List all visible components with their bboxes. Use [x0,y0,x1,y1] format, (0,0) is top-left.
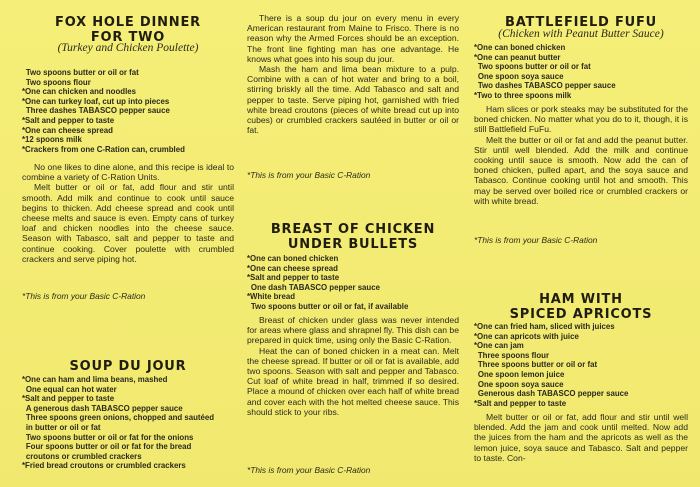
column-middle [247,0,459,487]
breast-ingredients [247,254,451,312]
ingredient-item: *One can chicken and noodles [22,87,137,97]
ingredient-item: Generous dash TABASCO pepper sauce [477,389,629,399]
direction-paragraph: Breast of chicken under glass was never intended for areas where glass and shrapnel fly. This dish can be prepared in quick time, using only the Basic C-Ration. [247,315,459,346]
ingredient-item: *Two to three spoons milk [474,90,572,100]
fox-hole-ingredients [22,68,226,154]
ingredient-item: One dash TABASCO pepper sauce [250,282,380,292]
ingredient-item: *Salt and pepper to taste [247,273,340,283]
ingredient-item: Three spoons butter or oil or fat [477,360,598,370]
breast-title: BREAST OF CHICKEN UNDER BULLETS [270,222,436,252]
soup-title: SOUP DU JOUR [69,359,187,374]
column-right [474,0,688,487]
ingredient-item: One spoon soya sauce [477,71,564,81]
ingredient-item: *12 spoons milk [22,135,82,145]
direction-paragraph: There is a soup du jour on every menu in every American restaurant from Maine to Frisco. There is no reason why the Armed Forces should be an exception. The front line fighting man has one advantage. He knows what goes into his soup du jour. [247,13,459,64]
ingredient-item: *Fried bread croutons or crumbled crackers [22,461,186,471]
ingredient-item: *Crackers from one C-Ration can, crumbled [22,144,185,154]
fufu-ingredients [474,43,679,101]
ham-directions [474,412,688,463]
soup-ingredients [22,375,226,471]
ingredient-item: Three spoons green onions, chopped and sautéed [25,413,215,423]
ingredient-item: Two spoons flour [25,77,91,87]
ingredient-item: Three spoons flour [477,350,550,360]
ingredient-item: croutons or crumbled crackers [25,451,142,461]
breast-directions [247,315,459,417]
ingredient-item: Two spoons butter or oil or fat for the onions [25,432,194,442]
soup-directions [247,13,459,135]
column-left [22,0,234,487]
ingredient-item: *One can boned chicken [247,254,339,263]
direction-paragraph: No one likes to dine alone, and this recipe is ideal to combine a variety of C-Ration Units. [22,162,234,183]
ingredient-item: in butter or oil or fat [25,422,101,432]
ingredient-item: One spoon soya sauce [477,379,564,389]
ingredient-item: *Salt and pepper to taste [22,115,115,125]
ingredient-item: *One can boned chicken [474,43,566,52]
fufu-subtitle: (Chicken with Peanut Butter Sauce) [498,28,664,40]
ingredient-item: *One can apricots with juice [474,331,579,341]
ingredient-item: One spoon lemon juice [477,369,565,379]
ingredient-item: Two spoons butter or oil or fat, if available [250,301,409,311]
direction-paragraph: Ham slices or pork steaks may be substituted for the boned chicken. No matter what you do to it, though, it is still Battlefield FuFu. [474,104,688,135]
ingredient-item: *One can cheese spread [22,125,113,135]
fox-hole-subtitle: (Turkey and Chicken Poulette) [57,42,199,54]
fufu-title: BATTLEFIELD FUFU [504,15,658,30]
ingredient-item: *One can peanut butter [474,52,561,62]
fox-hole-directions [22,162,234,264]
ingredient-item: *White bread [247,292,296,302]
direction-paragraph: Mash the ham and lima bean mixture to a pulp. Combine with a can of hot water and bring to a boil, stirring briskly all the time. Add Tabasco and salt and pepper to taste. Serve piping hot, garnished with fried white bread croutons (pieces of white bread cut up into cubes) or crumbled crackers sautéed in butter or oil or fat. [247,64,459,136]
ingredient-item: Two spoons butter or oil or fat [477,62,591,72]
ingredient-item: A generous dash TABASCO pepper sauce [25,403,183,413]
ingredient-item: Two spoons butter or oil or fat [25,68,139,77]
ingredient-item: *Salt and pepper to taste [22,394,115,404]
fox-hole-title: FOX HOLE DINNER FOR TWO [55,15,201,45]
ingredient-item: Four spoons butter or oil or fat for the bread [25,442,192,452]
ingredient-item: *One can jam [474,341,524,351]
ingredient-item: Three dashes TABASCO pepper sauce [25,106,170,116]
ingredient-item: *One can turkey loaf, cut up into pieces [22,96,170,106]
ingredient-item: Two dashes TABASCO pepper sauce [477,81,616,91]
ingredient-item: *Salt and pepper to taste [474,398,567,408]
ingredient-item: *One can fried ham, sliced with juices [474,322,615,331]
ingredient-item: *One can cheese spread [247,263,338,273]
soup-note: *This is from your Basic C-Ration [247,170,371,180]
fox-hole-note: *This is from your Basic C-Ration [22,291,146,301]
ham-ingredients [474,322,679,408]
direction-paragraph: Melt the butter or oil or fat and add the peanut butter. Stir until well blended. Add the milk and continue cooking until sauce is smooth. Now add the can of boned chicken, pulled apart, and the soya sauce and Tabasco. Continue cooking until hot and smooth. This may be served over boiled rice or crumbled crackers or with white bread. [474,134,688,206]
direction-paragraph: Melt butter or oil or fat, add flour and stir until well blended. Add the jam and cook until melted. Now add the juices from the ham and the apricots as well as the lemon juice, soya sauce and Tabasco. Salt and pepper to taste. Con- [474,412,688,463]
ingredient-item: One equal can hot water [25,384,117,394]
direction-paragraph: Melt butter or oil or fat, add flour and stir until smooth. Add milk and continue to cook until sauce begins to thicken. Add cheese spread and cook until cheese melts and sauce is even. Empty cans of turkey loaf and chicken noodles into the cheese sauce. Season with Tabasco, salt and pepper to taste and continue cooking. Cover poulette with crumbled crackers and serve piping hot. [22,182,234,264]
ingredient-item: *One can ham and lima beans, mashed [22,375,168,384]
ham-title: HAM WITH SPICED APRICOTS [509,292,653,322]
direction-paragraph: Heat the can of boned chicken in a meat can. Melt the cheese spread. If butter or oil or fat is available, add two spoons. Season with salt and pepper and Tabasco. Cut loaf of white bread in half, trimmed if so desired. Place a mound of chicken over each half of white bread and cover each with the hot melted cheese sauce. This should stick to your ribs. [247,345,459,417]
fufu-note: *This is from your Basic C-Ration [474,235,598,245]
fufu-directions [474,104,688,206]
breast-note: *This is from your Basic C-Ration [247,465,371,475]
